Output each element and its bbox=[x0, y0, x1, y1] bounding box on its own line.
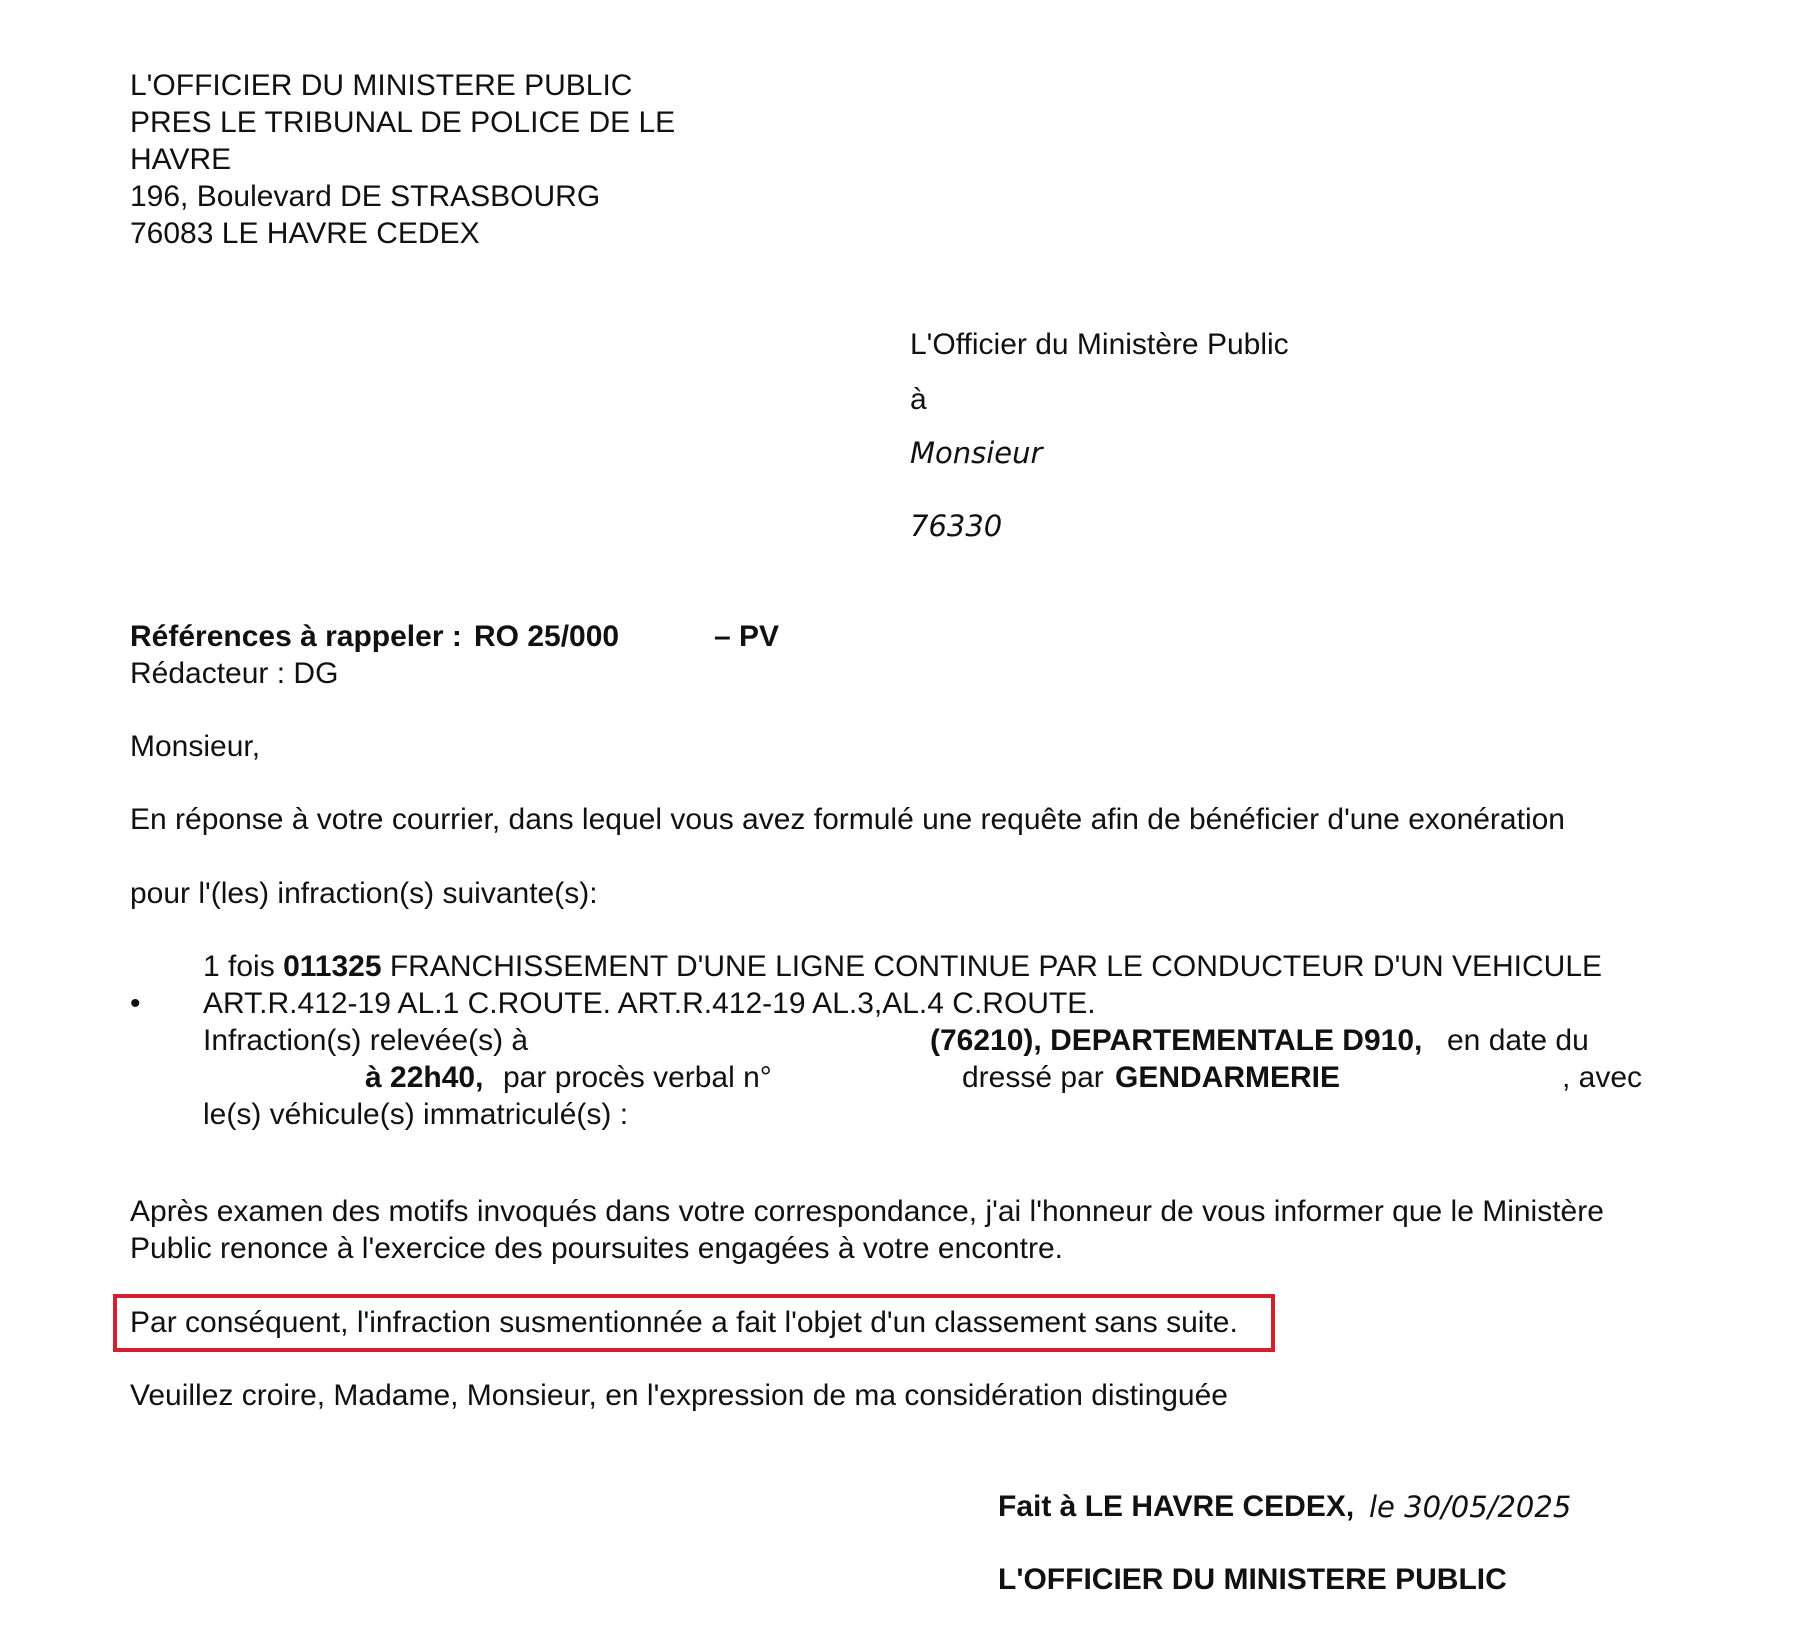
sender-line-1: L'OFFICIER DU MINISTERE PUBLIC bbox=[130, 69, 633, 102]
references-label: Références à rappeler : bbox=[130, 620, 462, 653]
infraction-time: à 22h40, bbox=[365, 1061, 484, 1094]
infraction-location: (76210), DEPARTEMENTALE D910, bbox=[930, 1024, 1423, 1057]
infraction-vehicle-label: le(s) véhicule(s) immatriculé(s) : bbox=[203, 1098, 629, 1131]
infraction-code: 011325 bbox=[283, 950, 382, 983]
infraction-authority: GENDARMERIE bbox=[1115, 1061, 1341, 1094]
recipient-name: Monsieur bbox=[910, 436, 1043, 470]
recipient-to: à bbox=[910, 383, 927, 416]
conclusion-line-1: Après examen des motifs invoqués dans votre correspondance, j'ai l'honneur de vous informer que le Ministère bbox=[130, 1195, 1604, 1228]
infraction-line-1 bbox=[203, 950, 1602, 984]
sender-line-2: PRES LE TRIBUNAL DE POLICE DE LE bbox=[130, 106, 676, 139]
infraction-articles: ART.R.412-19 AL.1 C.ROUTE. ART.R.412-19 AL.3,AL.4 C.ROUTE. bbox=[203, 987, 1096, 1020]
infraction-avec: , avec bbox=[1562, 1061, 1643, 1094]
infraction-description: FRANCHISSEMENT D'UNE LIGNE CONTINUE PAR LE CONDUCTEUR D'UN VEHICULE bbox=[389, 950, 1603, 983]
recipient-from: L'Officier du Ministère Public bbox=[910, 328, 1289, 361]
intro-line-2: pour l'(les) infraction(s) suivante(s): bbox=[130, 877, 598, 910]
references-ref: RO 25/000 bbox=[474, 620, 620, 653]
conclusion-line-2: Public renonce à l'exercice des poursuites engagées à votre encontre. bbox=[130, 1232, 1063, 1265]
sender-city: 76083 LE HAVRE CEDEX bbox=[130, 217, 480, 250]
recipient-postcode: 76330 bbox=[910, 509, 1003, 543]
sender-address: 196, Boulevard DE STRASBOURG bbox=[130, 180, 601, 213]
signature-title: L'OFFICIER DU MINISTERE PUBLIC bbox=[998, 1563, 1507, 1596]
classement-sans-suite: Par conséquent, l'infraction susmentionnée a fait l'objet d'un classement sans suite. bbox=[130, 1306, 1238, 1339]
closing-formula: Veuillez croire, Madame, Monsieur, en l'expression de ma considération distinguée bbox=[130, 1379, 1228, 1412]
signature-place: Fait à LE HAVRE CEDEX, bbox=[998, 1490, 1355, 1523]
infraction-dresse-label: dressé par bbox=[962, 1061, 1104, 1094]
intro-line-1: En réponse à votre courrier, dans lequel vous avez formulé une requête afin de bénéficier d'une exonération bbox=[130, 803, 1565, 836]
salutation: Monsieur, bbox=[130, 730, 261, 763]
sender-line-3: HAVRE bbox=[130, 143, 232, 176]
references-pv: – PV bbox=[714, 620, 780, 653]
infraction-date-label: en date du bbox=[1447, 1024, 1589, 1057]
infraction-relevee-label: Infraction(s) relevée(s) à bbox=[203, 1024, 529, 1057]
infraction-pv-label: par procès verbal n° bbox=[503, 1061, 772, 1094]
infraction-bullet: • bbox=[130, 987, 141, 1020]
signature-date: le 30/05/2025 bbox=[1369, 1490, 1572, 1524]
redacteur: Rédacteur : DG bbox=[130, 657, 339, 690]
infraction-count: 1 fois bbox=[203, 950, 275, 983]
